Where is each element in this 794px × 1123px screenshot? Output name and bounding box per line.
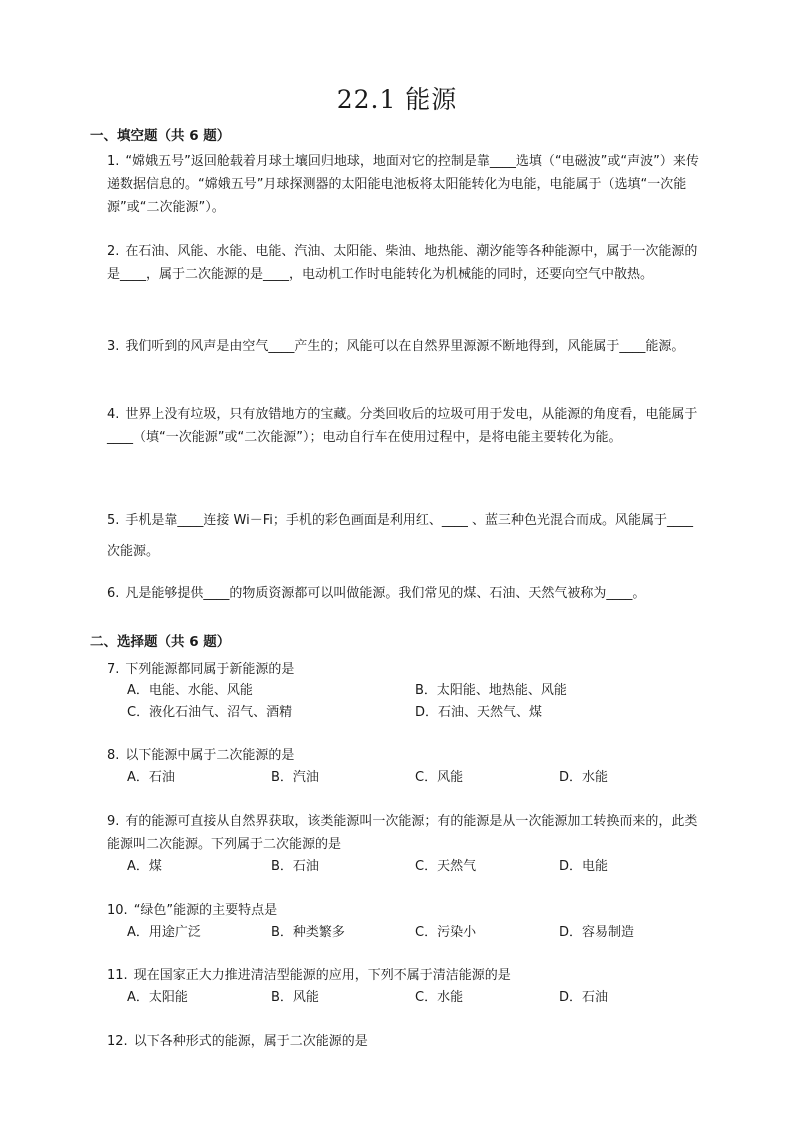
- option-d: D．石油、天然气、煤: [415, 705, 543, 720]
- option-d: D．水能: [559, 770, 609, 785]
- question-number: 11.: [107, 968, 128, 983]
- question-text: 下列能源都同属于新能源的是: [125, 662, 295, 677]
- question-text: “嫦娥五号”返回舱载着月球土壤回归地球，地面对它的控制是靠____选填（“电磁波”或“声波”）来传递数据信息的。“嫦娥五号”月球探测器的太阳能电池板将太阳能转化为电能，电能属于（选填“一次能源”或“二次能源”）。: [107, 154, 699, 215]
- option-d: D．电能: [559, 859, 609, 874]
- question-6: [107, 582, 707, 605]
- question-11: [107, 964, 707, 987]
- option-d: D．石油: [559, 990, 609, 1005]
- option-d: D．容易制造: [559, 925, 635, 940]
- question-2: [107, 240, 707, 286]
- option-b: B．种类繁多: [271, 925, 345, 940]
- question-3: [107, 335, 707, 358]
- option-c: C．污染小: [415, 925, 477, 940]
- option-c: C．水能: [415, 990, 464, 1005]
- question-number: 5.: [107, 513, 120, 528]
- question-text: 手机是靠____连接 Wi－Fi；手机的彩色画面是利用红、____ 、蓝三种色光混合而成。风能属于____ 次能源。: [107, 513, 693, 559]
- question-text: 以下能源中属于二次能源的是: [125, 748, 295, 763]
- question-1: [107, 150, 707, 219]
- question-text: 我们听到的风声是由空气____产生的；风能可以在自然界里源源不断地得到，风能属于____能源。: [125, 339, 685, 354]
- question-text: 世界上没有垃圾，只有放错地方的宝藏。分类回收后的垃圾可用于发电，从能源的角度看，电能属于____（填“一次能源”或“二次能源”）；电动自行车在使用过程中，是将电能主要转化为能。: [107, 407, 698, 445]
- question-12: [107, 1030, 707, 1053]
- option-c: C．风能: [415, 770, 464, 785]
- section-fill-heading: 一、填空题（共 6 题）: [90, 128, 231, 144]
- question-number: 7.: [107, 662, 120, 677]
- question-5: [107, 505, 707, 567]
- option-a: A．电能、水能、风能: [127, 683, 253, 698]
- question-10: [107, 899, 707, 922]
- question-text: 以下各种形式的能源，属于二次能源的是: [133, 1034, 368, 1049]
- option-b: B．汽油: [271, 770, 319, 785]
- option-c: C．天然气: [415, 859, 477, 874]
- options-10: [127, 922, 707, 944]
- option-b: B．石油: [271, 859, 319, 874]
- question-text: 有的能源可直接从自然界获取，该类能源叫一次能源；有的能源是从一次能源加工转换而来的，此类能源叫二次能源。下列属于二次能源的是: [107, 814, 698, 852]
- option-a: A．用途广泛: [127, 925, 201, 940]
- options-9: [127, 856, 707, 878]
- options-11: [127, 987, 707, 1009]
- question-text: 凡是能够提供____的物质资源都可以叫做能源。我们常见的煤、石油、天然气被称为____。: [125, 586, 646, 601]
- question-number: 3.: [107, 339, 120, 354]
- question-number: 9.: [107, 814, 120, 829]
- question-text: 在石油、风能、水能、电能、汽油、太阳能、柴油、地热能、潮汐能等各种能源中，属于一次能源的是____，属于二次能源的是____，电动机工作时电能转化为机械能的同时，还要向空气中散热。: [107, 244, 698, 282]
- question-number: 12.: [107, 1034, 128, 1049]
- question-text: “绿色”能源的主要特点是: [133, 903, 278, 918]
- question-text: 现在国家正大力推进清洁型能源的应用，下列不属于清洁能源的是: [133, 968, 511, 983]
- option-a: A．太阳能: [127, 990, 188, 1005]
- question-number: 2.: [107, 244, 120, 259]
- question-4: [107, 403, 707, 449]
- option-c: C．液化石油气、沼气、酒精: [127, 705, 293, 720]
- question-number: 1.: [107, 154, 120, 169]
- page-title: 22.1 能源: [336, 85, 458, 114]
- option-b: B．风能: [271, 990, 319, 1005]
- option-a: A．石油: [127, 770, 175, 785]
- options-7: [127, 680, 707, 724]
- option-a: A．煤: [127, 859, 162, 874]
- question-number: 4.: [107, 407, 120, 422]
- question-9: [107, 810, 707, 856]
- question-number: 8.: [107, 748, 120, 763]
- question-8: [107, 744, 707, 767]
- question-number: 6.: [107, 586, 120, 601]
- question-7: [107, 658, 707, 681]
- options-8: [127, 767, 707, 789]
- section-choice-heading: 二、选择题（共 6 题）: [90, 634, 231, 650]
- question-number: 10.: [107, 903, 128, 918]
- option-b: B．太阳能、地热能、风能: [415, 683, 567, 698]
